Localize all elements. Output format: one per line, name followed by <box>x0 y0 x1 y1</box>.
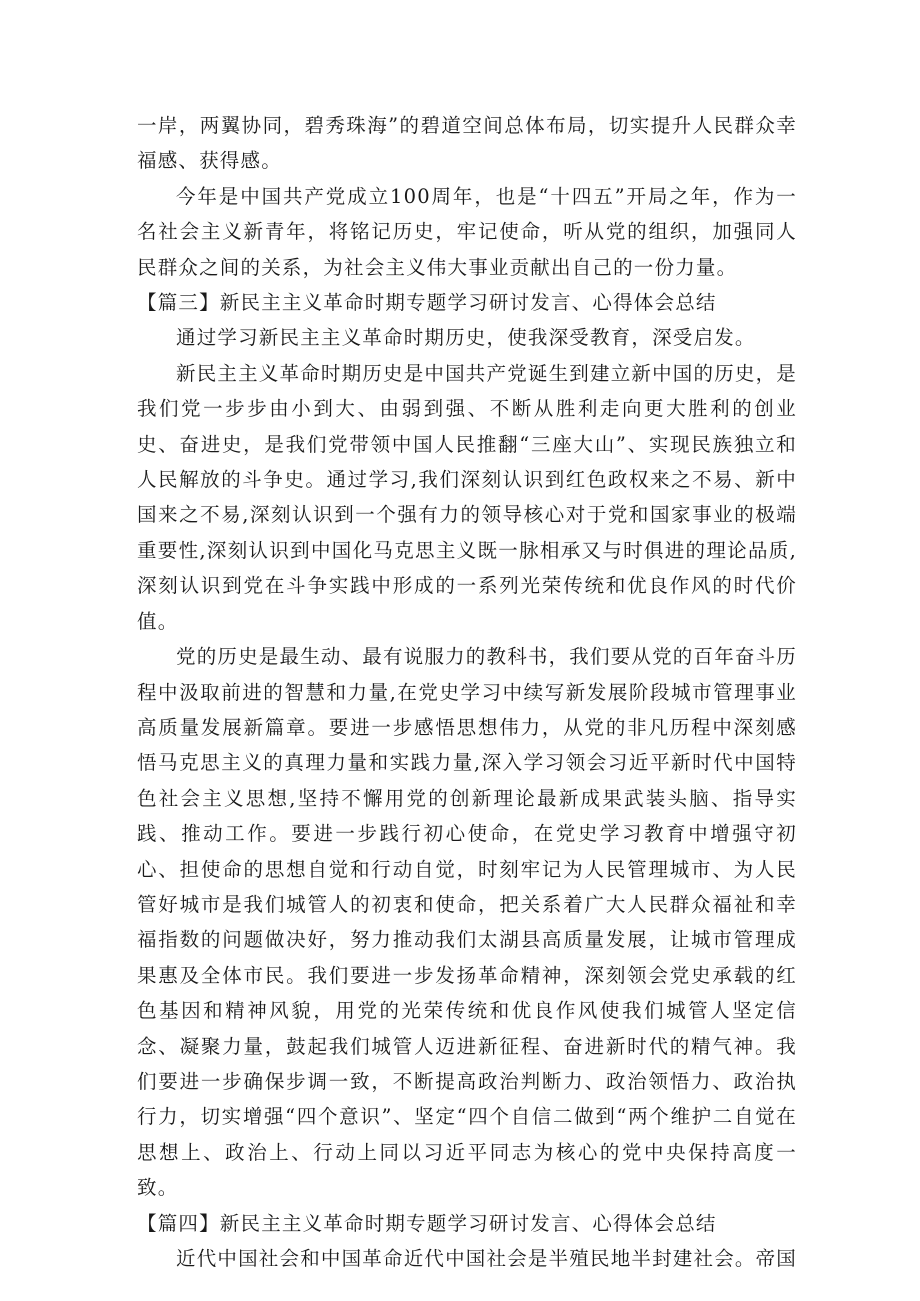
paragraph-history: 新民主主义革命时期历史是中国共产党诞生到建立新中国的历史，是我们党一步步由小到大、由弱到强、不断从胜利走向更大胜利的创业史、奋进史，是我们党带领中国人民推翻“三座大山”、实现民族独立和人民解放的斗争史。通过学习,我们深刻认识到红色政权来之不易、新中国来之不易,深刻认识到一个强有力的领导核心对于党和国家事业的极端重要性,深刻认识到中国化马克思主义既一脉相承又与时俱进的理论品质,深刻认识到党在斗争实践中形成的一系列光荣传统和优良作风的时代价值。 <box>137 361 798 633</box>
section-heading-part-four: 【篇四】新民主主义革命时期专题学习研讨发言、心得体会总结 <box>137 1211 717 1235</box>
paragraph-continued: 一岸，两翼协同，碧秀珠海”的碧道空间总体布局，切实提升人民群众幸福感、获得感。 <box>137 114 797 173</box>
paragraph-intro: 通过学习新民主主义革命时期历史，使我深受教育，深受启发。 <box>176 326 756 350</box>
paragraph-party-history: 党的历史是最生动、最有说服力的教科书，我们要从党的百年奋斗历程中汲取前进的智慧和力量,在党史学习中续写新发展阶段城市管理事业高质量发展新篇章。要进一步感悟思想伟力，从党的非凡历程中深刻感悟马克思主义的真理力量和实践力量,深入学习领会习近平新时代中国特色社会主义思想,坚持不懈用党的创新理论最新成果武装头脑、指导实践、推动工作。要进一步践行初心使命，在党史学习教育中增强守初心、担使命的思想自觉和行动自觉，时刻牢记为人民管理城市、为人民管好城市是我们城管人的初衷和使命，把关系着广大人民群众福祉和幸福指数的问题做决好，努力推动我们太湖县高质量发展，让城市管理成果惠及全体市民。我们要进一步发扬革命精神，深刻领会党史承载的红色基因和精神风貌，用党的光荣传统和优良作风使我们城管人坚定信念、凝聚力量，鼓起我们城管人迈进新征程、奋进新时代的精气神。我们要进一步确保步调一致，不断提高政治判断力、政治领悟力、政治执行力，切实增强“四个意识”、坚定“四个自信二做到“两个维护二自觉在思想上、政治上、行动上同以习近平同志为核心的党中央保持高度一致。 <box>137 645 798 1200</box>
paragraph-centenary: 今年是中国共产党成立100周年，也是“十四五”开局之年，作为一名社会主义新青年，将铭记历史，牢记使命，听从党的组织，加强同人民群众之间的关系，为社会主义伟大事业贡献出自己的一份力量。 <box>137 184 797 279</box>
paragraph-modern-china: 近代中国社会和中国革命近代中国社会是半殖民地半封建社会。帝国 <box>176 1247 798 1270</box>
section-heading-part-three: 【篇三】新民主主义革命时期专题学习研讨发言、心得体会总结 <box>137 291 717 315</box>
document-body <box>137 108 797 1276</box>
